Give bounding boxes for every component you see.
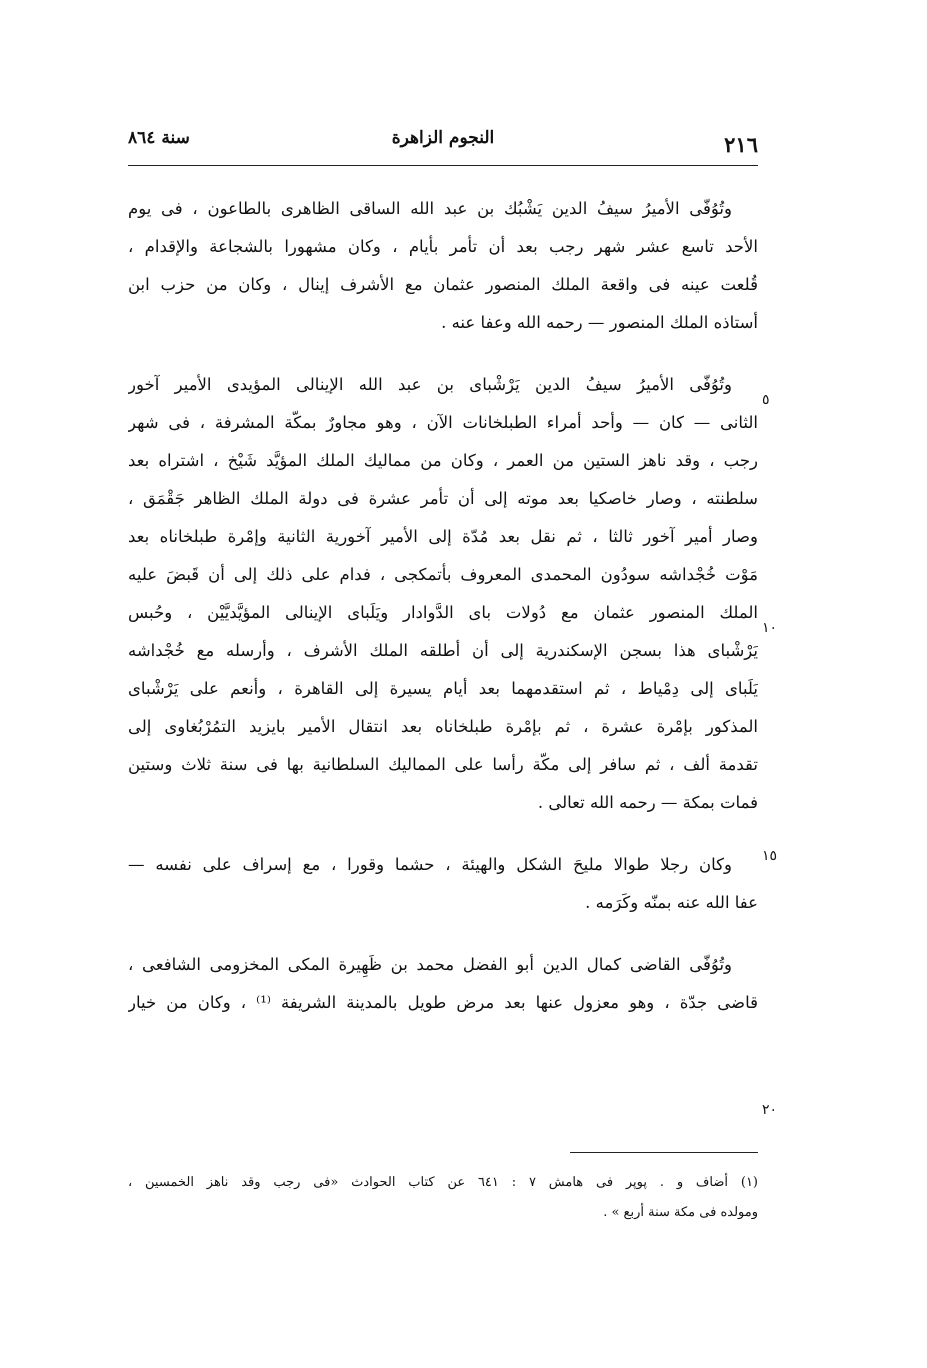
text-line: رجب ، وقد ناهز الستين من العمر ، وكان من مماليك الملك المؤيَّد شَيْخ ، اشتراه بعد bbox=[128, 451, 758, 470]
footnote-line: (١) أضاف و . پوپر فى هامش ٧ : ٦٤١ عن كتاب الحوادث «فى رجب وقد ناهز الخمسين ، bbox=[128, 1175, 758, 1190]
text-line: وتُوُفّى القاضى كمال الدين أبو الفضل محمد بن ظَهِيرة المكى المخزومى الشافعى ، bbox=[128, 955, 732, 974]
line-number-marker: ٥ bbox=[762, 392, 770, 408]
line-number-marker: ١٠ bbox=[762, 620, 778, 636]
footnote-line: ومولده فى مكة سنة أربع » . bbox=[603, 1205, 758, 1220]
header-rule bbox=[128, 165, 758, 166]
paragraph-description bbox=[128, 846, 758, 922]
text-line: سلطنته ، وصار خاصكيا بعد موته إلى أن تأمر عشرة فى دولة الملك الظاهر جَقْمَق ، bbox=[128, 489, 758, 508]
paragraph-ibn-zahira bbox=[128, 946, 758, 1022]
running-year: سنة ٨٦٤ bbox=[128, 128, 190, 148]
text-line: يَلَباى إلى دِمْياط ، ثم استقدمهما بعد أيام يسيرة إلى القاهرة ، وأنعم على يَرْشْباى bbox=[128, 679, 758, 698]
text-line: الملك المنصور عثمان مع دُولات باى الدَّوادار ويَلَباى الإينالى المؤيَّديَّيْن ، وحُبس bbox=[128, 603, 758, 622]
text-line: تقدمة ألف ، ثم سافر إلى مكّة رأسا على المماليك السلطانية بها فى سنة ثلاث وستين bbox=[128, 755, 758, 774]
page-header bbox=[128, 128, 758, 158]
footnote-rule bbox=[570, 1152, 758, 1153]
text-line: قُلعت عينه فى واقعة الملك المنصور عثمان مع الأشرف إينال ، وكان من حزب ابن bbox=[128, 275, 758, 294]
text-line: فمات بمكة — رحمه الله تعالى . bbox=[537, 793, 758, 812]
text-line: الأحد تاسع عشر شهر رجب بعد أن تأمر بأيام ، وكان مشهورا بالشجاعة والإقدام ، bbox=[128, 237, 758, 256]
text-line: وكان رجلا طوالا مليحَ الشكل والهيئة ، حشما وقورا ، مع إسراف على نفسه — bbox=[128, 855, 732, 874]
text-line: وصار أمير آخور ثالثا ، ثم نقل بعد مُدّة إلى الأمير آخورية الثانية وإمْرة طبلخاناه بعد bbox=[128, 527, 758, 546]
text-line: قاضى جدّة ، وهو معزول عنها بعد مرض طويل بالمدينة الشريفة ⁽¹⁾ ، وكان من خيار bbox=[128, 993, 758, 1012]
paragraph-yarshbay bbox=[128, 366, 758, 822]
text-line: المذكور بإمْرة عشرة ، ثم بإمْرة طبلخاناه بعد انتقال الأمير بايزيد التمُرْبُغاوى إلى bbox=[128, 717, 758, 736]
line-number-marker: ٢٠ bbox=[762, 1102, 778, 1118]
text-line: الثانى — كان — وأحد أمراء الطبلخانات الآن ، وهو مجاورٌ بمكّة المشرفة ، فى شهر bbox=[128, 413, 758, 432]
text-line: وتُوُفّى الأميرُ سيفُ الدين يَرْشْباى بن عبد الله الإينالى المؤيدى الأمير آخور bbox=[128, 375, 732, 394]
text-line: عفا الله عنه بمنّه وكَرَمه . bbox=[585, 893, 758, 912]
text-line: أستاذه الملك المنصور — رحمه الله وعفا عنه . bbox=[441, 313, 758, 332]
page-number: ٢١٦ bbox=[724, 132, 758, 157]
text-line: وتُوُفّى الأميرُ سيفُ الدين يَشْبُك بن عبد الله الساقى الظاهرى بالطاعون ، فى يوم bbox=[128, 199, 732, 218]
main-text bbox=[128, 190, 758, 1046]
running-title: النجوم الزاهرة bbox=[391, 128, 495, 148]
text-line: مَوْت خُجْداشه سودُون المحمدى المعروف بأتمكجى ، فدام على ذلك إلى أن قَبضَ عليه bbox=[128, 565, 758, 584]
text-line: يَرْشْباى هذا بسجن الإسكندرية إلى أن أطلقه الملك الأشرف ، وأرسله مع خُجْداشه bbox=[128, 641, 758, 660]
footnote bbox=[128, 1168, 758, 1228]
paragraph-yashbuk bbox=[128, 190, 758, 342]
line-number-marker: ١٥ bbox=[762, 848, 778, 864]
